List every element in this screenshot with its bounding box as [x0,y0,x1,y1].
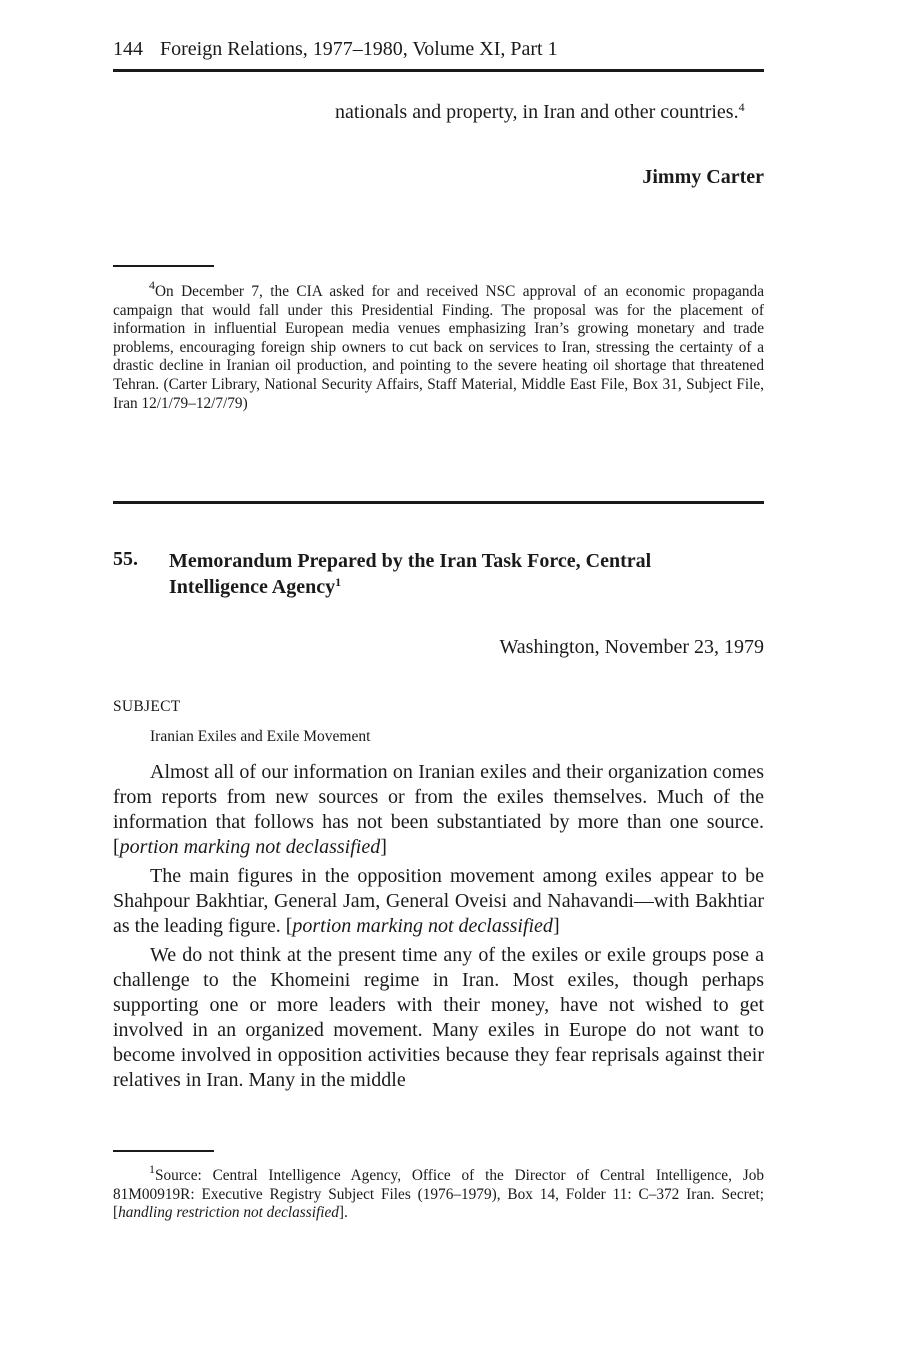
paragraph-1-text: Almost all of our information on Iranian exiles and their organization comes from reports from new sources or from the exiles themselves. Much of the information that follows has not been substantiated by more than one source. [113,761,764,833]
body-text [113,760,764,1093]
paragraph-3-text: We do not think at the present time any of the exiles or exile groups pose a challenge to the Khomeini regime in Iran. Most exiles, though perhaps supporting one or more leaders with their money, have not wished to get involved in an organized movement. Many exiles in Europe do not want to become involved in opposition activities because they fear reprisals against their relatives in Iran. Many in the middle [113,944,764,1091]
footnote-divider [113,1150,214,1152]
footnote-1: $^1$Source: Central Intelligence Agency, Office of the Director of Central Intelligence, Job 81M00919R: Executive Registry Subject Files (1976–1979), Box 14, Folder 11: C–372 Iran. Secret; [handling restriction not declassified]. [113,1162,764,1222]
footnote-ref-4[interactable]: 4 [738,100,745,114]
paragraph-2: The main figures in the opposition movement among exiles appear to be Shahpour Bakhtiar, General Jam, General Oveisi and Nahavandi—with Bakhtiar as the leading figure. [portion marking not declassified] [113,865,764,937]
footnote-1-text: Source: Central Intelligence Agency, Office of the Director of Central Intelligence, Job 81M00919R: Executive Registry Subject Files (1976–1979), Box 14, Folder 11: C–372 Iran. Secret; [113,1167,764,1203]
footnote-marker-1: 1 [149,1162,155,1176]
subject-text: Iranian Exiles and Exile Movement [150,728,371,745]
portion-marking: portion marking not declassified [119,836,381,858]
handling-marking: handling restriction not declassified [118,1204,339,1222]
portion-marking: portion marking not declassified [292,915,553,937]
document-title-text: Memorandum Prepared by the Iran Task Force, Central Intelligence Agency [169,550,652,598]
footnote-divider [113,265,214,267]
footnote-ref-1[interactable]: 1 [335,575,342,589]
paragraph-1: Almost all of our information on Iranian exiles and their organization comes from reports from new sources or from the exiles themselves. Much of the information that follows has not been substantiated by more than one source. [portion marking not declassified] [113,761,764,858]
footnote-1-end: . [344,1204,348,1222]
place-date: Washington, November 23, 1979 [499,636,764,658]
continuation-text [335,100,765,125]
footnote-4-text: On December 7, the CIA asked for and received NSC approval of an economic propaganda campaign that would fall under this Presidential Finding. The proposal was for the placement of information in influential European media venues emphasizing Iran’s growing monetary and trade problems, encouraging foreign ship owners to cut back on services to Iran, stressing the certainty of a drastic decline in Iranian oil production, and pointing to the severe heating oil shortage that threatened Tehran. (Carter Library, National Security Affairs, Staff Material, Middle East File, Box 31, Subject File, Iran 12/1/79–12/7/79) [113,283,764,412]
subject-label: SUBJECT [113,698,181,715]
running-title: Foreign Relations, 1977–1980, Volume XI, Part 1 [160,38,558,60]
document-number: 55. [113,548,138,570]
page-number: 144 [113,38,143,60]
footnote-marker-4: 4 [149,278,155,292]
header-rule [113,69,764,72]
section-rule [113,501,764,504]
document-title [169,548,739,600]
paragraph-3 [113,943,764,1093]
continuation-sentence: nationals and property, in Iran and other countries. [335,101,739,123]
running-header [113,38,764,61]
signature: Jimmy Carter [642,166,764,188]
paragraph-2-text: The main figures in the opposition movement among exiles appear to be Shahpour Bakhtiar, General Jam, General Oveisi and Nahavandi—with Bakhtiar as the leading figure. [113,865,764,937]
footnote-4 [113,278,764,413]
